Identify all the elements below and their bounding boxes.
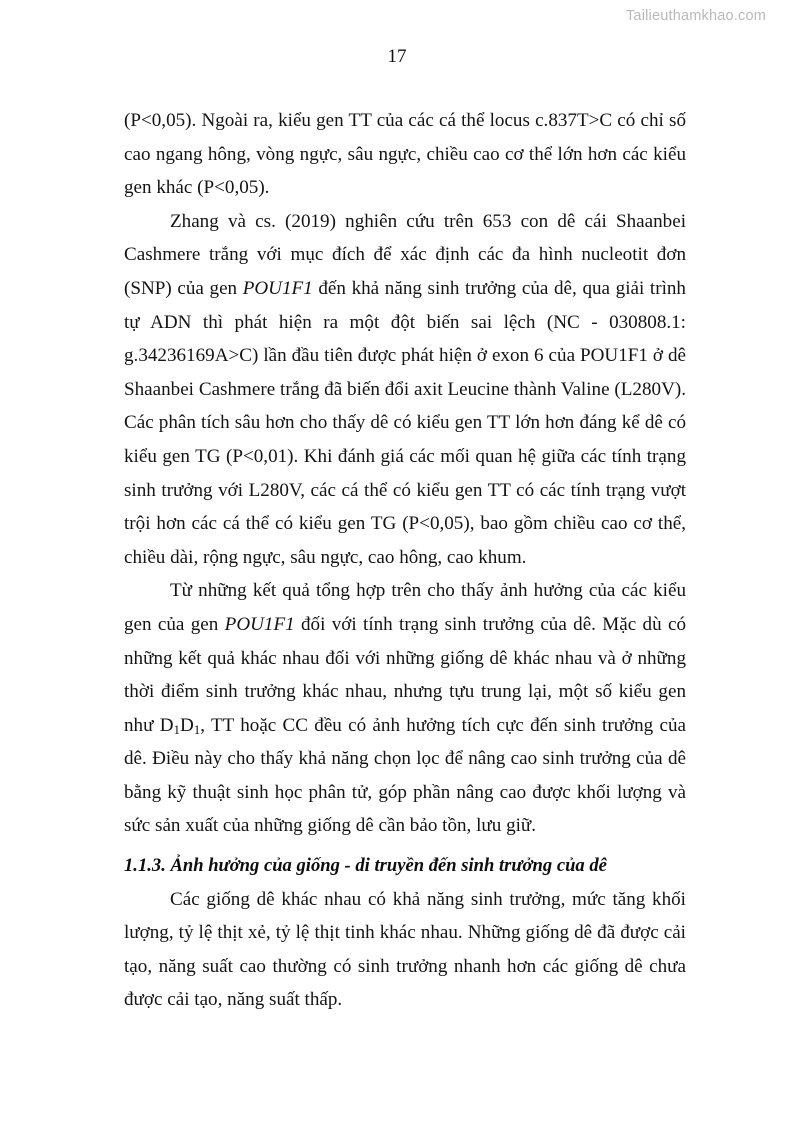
gene-name-pou1f1-second: POU1F1 [224,613,295,635]
paragraph-1 [124,104,686,205]
paragraph-1-text: (P<0,05). Ngoài ra, kiểu gen TT của các cá thể locus c.837T>C có chỉ số cao ngang hông, vòng ngực, sâu ngực, chiều cao cơ thể lớn hơn các kiểu gen khác (P<0,05). [124,110,686,199]
section-heading: 1.1.3. Ảnh hưởng của giống - di truyền đến sinh trưởng của dê [124,855,607,877]
gene-name-pou1f1: POU1F1 [242,277,313,299]
page-content [124,104,686,1017]
watermark-text: Tailieuthamkhao.com [625,8,766,24]
paragraph-2-text-after-gene: đến khả năng sinh trưởng của dê, qua giải trình tự ADN thì phát hiện ra một đột biến sai lệch (NC - 030808.1: g.34236169A>C) lần đầu tiên được phát hiện ở exon 6 của POU1F1 ở dê Shaanbei Cashmere trắng đã biến đổi axit Leucine thành Valine (L280V). Các phân tích sâu hơn cho thấy dê có kiểu gen TT lớn hơn đáng kể dê có kiểu gen TG (P<0,01). Khi đánh giá các mối quan hệ giữa các tính trạng sinh trưởng với L280V, các cá thể có kiểu gen TT có các tính trạng vượt trội hơn các cá thể có kiểu gen TG (P<0,05), bao gồm chiều cao cơ thể, chiều dài, rộng ngực, sâu ngực, cao hông, cao khum. [124,277,686,568]
paragraph-2-text-before-gene: Zhang và cs. (2019) nghiên cứu trên 653 con dê cái Shaanbei Cashmere trắng với mục đích để xác định các đa hình nucleotit đơn (SNP) của gen [124,210,686,299]
paragraph-3-text-segment-2: đối với tính trạng sinh trưởng của dê. Mặc dù có những kết quả khác nhau đối với những giống dê khác nhau và ở những thời điểm sinh trưởng khác nhau, nhưng tựu trung lại, một số kiểu gen như D [124,613,686,736]
paragraph-3-text-before-gene: Từ những kết quả tổng hợp trên cho thấy ảnh hưởng của các kiểu gen của gen [124,580,686,635]
paragraph-4-text: Các giống dê khác nhau có khả năng sinh trưởng, mức tăng khối lượng, tỷ lệ thịt xẻ, tỷ lệ thịt tinh khác nhau. Những giống dê đã được cải tạo, năng suất cao thường có sinh trưởng nhanh hơn các giống dê chưa được cải tạo, năng suất thấp. [124,888,686,1011]
paragraph-3-text-segment-4: , TT hoặc CC đều có ảnh hưởng tích cực đến sinh trưởng của dê. Điều này cho thấy khả năng chọn lọc để nâng cao sinh trưởng của dê bằng kỹ thuật sinh học phân tử, góp phần nâng cao được khối lượng và sức sản xuất của những giống dê cần bảo tồn, lưu giữ. [124,714,687,837]
paragraph-3 [124,574,686,843]
paragraph-4 [124,883,686,1017]
paragraph-2 [124,205,686,575]
page-number: 17 [387,46,407,67]
paragraph-3-text-segment-3: D [180,714,194,736]
genotype-subscript-1: 1 [173,721,180,737]
genotype-subscript-2: 1 [193,721,201,737]
